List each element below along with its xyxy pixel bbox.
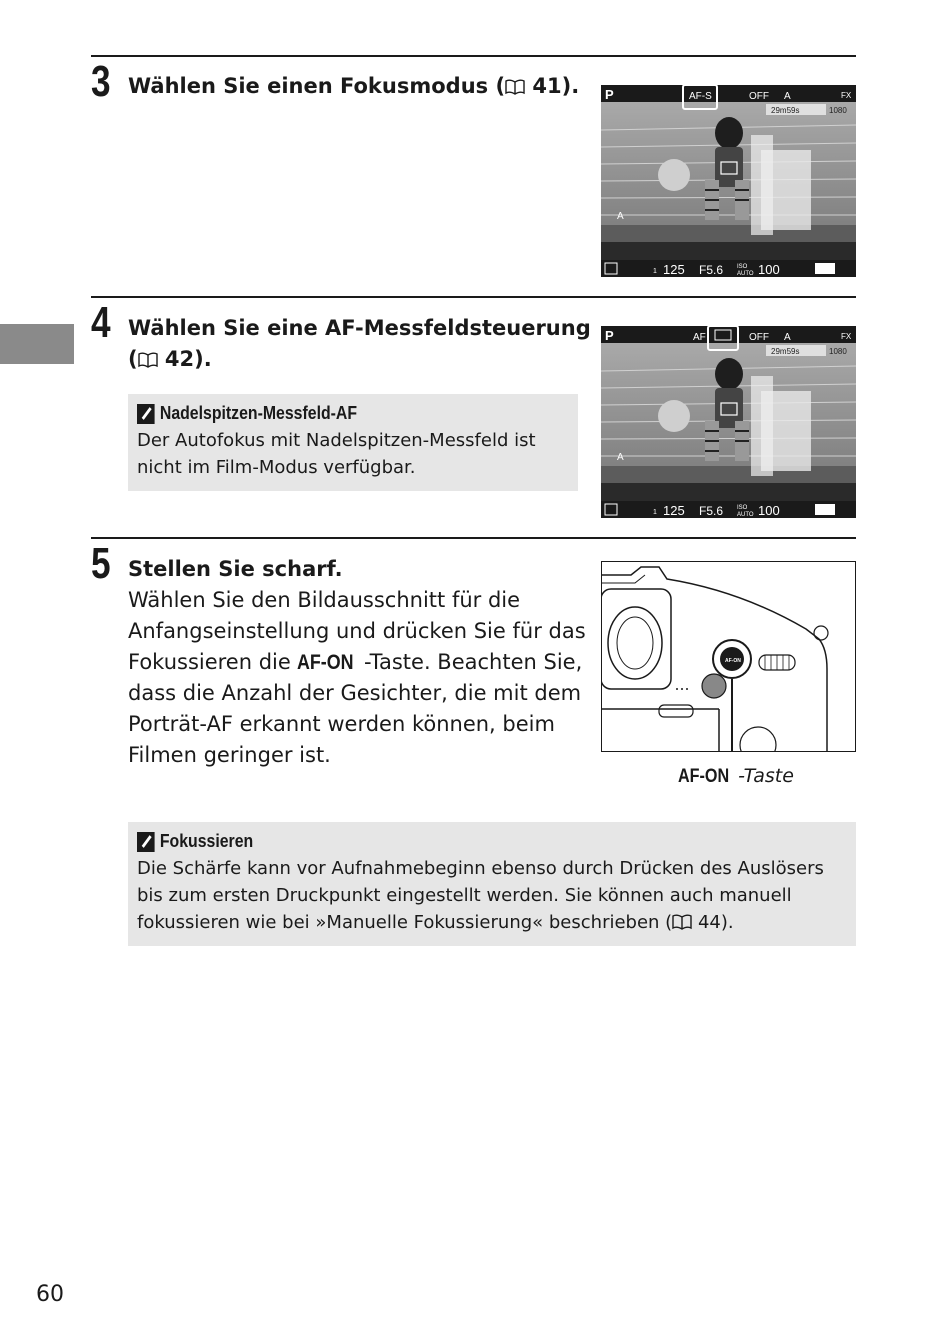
screen-shutter-num: 1 xyxy=(653,268,657,275)
svg-text:100: 100 xyxy=(758,503,780,518)
note-title: Fokussieren xyxy=(137,828,762,855)
screen-res: 1080 xyxy=(829,106,847,115)
screen-audio: A xyxy=(617,211,624,222)
step-divider xyxy=(91,537,856,539)
note-box xyxy=(128,394,578,491)
screen-time: 29m59s xyxy=(771,106,800,115)
camera-back-illustration xyxy=(601,561,856,752)
svg-text:FX: FX xyxy=(841,332,852,341)
svg-text:AUTO: AUTO xyxy=(737,271,754,277)
svg-text:A: A xyxy=(617,452,624,463)
step-title: Wählen Sie eine AF-Messfeldsteuerung ( 42). xyxy=(128,316,591,371)
svg-text:AUTO: AUTO xyxy=(737,512,754,518)
step-title: Wählen Sie einen Fokusmodus ( 41). xyxy=(128,74,580,98)
book-icon xyxy=(138,352,158,368)
note-title: Nadelspitzen-Messfeld-AF xyxy=(137,400,517,427)
live-view-screen-af-mode xyxy=(601,85,856,277)
svg-text:OFF: OFF xyxy=(749,332,769,343)
page-number: 60 xyxy=(36,1282,64,1307)
movie-icon xyxy=(815,504,835,515)
screen-aperture: F5.6 xyxy=(699,263,724,277)
book-icon xyxy=(505,79,525,95)
svg-text:1080: 1080 xyxy=(829,347,847,356)
screen-shutter: 125 xyxy=(663,262,685,277)
pencil-note-icon xyxy=(137,404,155,424)
step-divider xyxy=(91,55,856,57)
step-title: Stellen Sie scharf. xyxy=(128,557,343,581)
svg-text:29m59s: 29m59s xyxy=(771,347,800,356)
screen-flash: OFF xyxy=(749,91,769,102)
svg-text:ISO: ISO xyxy=(737,505,748,511)
chapter-tab xyxy=(0,324,74,364)
svg-text:1: 1 xyxy=(653,509,657,516)
af-on-button-ref: AF-ON xyxy=(297,651,355,674)
step-number: 5 xyxy=(91,539,109,588)
step-number: 4 xyxy=(91,298,109,347)
svg-text:ISO: ISO xyxy=(737,264,748,270)
note-body: Die Schärfe kann vor Aufnahmebeginn ebenso durch Drücken des Auslösers bis zum ersten Druckpunkt eingestellt werden. Sie können auch manuell fokussieren wie bei »Manuelle Fokussierung« beschrieben ( 44). xyxy=(137,858,824,933)
pencil-note-icon xyxy=(137,832,155,852)
step-body: Wählen Sie den Bildausschnitt für die Anfangseinstellung und drücken Sie für das Fokussieren die AF-ON -Taste. Beachten Sie, dass die Anzahl der Gesichter, die mit dem Porträt-AF erkannt werden können, beim Filmen geringer ist. xyxy=(128,588,586,767)
image-caption: AF-ON -Taste xyxy=(678,765,794,787)
screen-fx: FX xyxy=(841,91,852,100)
step-number: 3 xyxy=(91,57,109,106)
book-icon xyxy=(672,914,692,930)
movie-icon xyxy=(815,263,835,274)
svg-text:AF: AF xyxy=(693,332,706,343)
svg-text:AF-ON: AF-ON xyxy=(725,658,741,664)
screen-wb: A xyxy=(784,91,791,102)
step-divider xyxy=(91,296,856,298)
live-view-screen-af-area xyxy=(601,326,856,518)
svg-text:F5.6: F5.6 xyxy=(699,504,724,518)
screen-iso: 100 xyxy=(758,262,780,277)
note-body: Der Autofokus mit Nadelspitzen-Messfeld ist nicht im Film-Modus verfügbar. xyxy=(137,430,536,478)
svg-text:125: 125 xyxy=(663,503,685,518)
screen-af-mode: AF-S xyxy=(689,91,712,102)
svg-text:A: A xyxy=(784,332,791,343)
note-box xyxy=(128,822,856,946)
screen-mode: P xyxy=(605,87,614,102)
svg-text:P: P xyxy=(605,328,614,343)
